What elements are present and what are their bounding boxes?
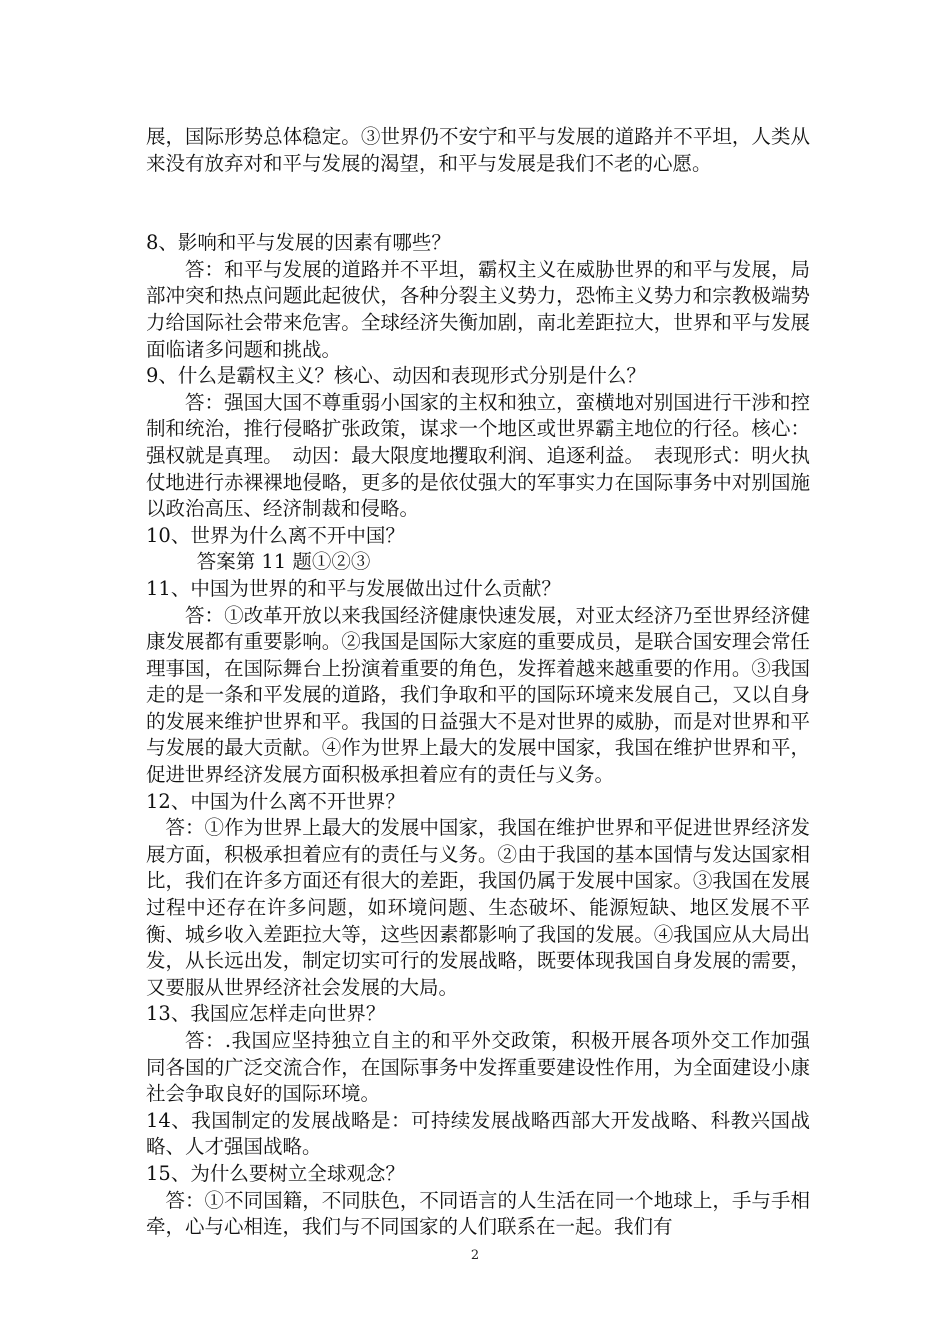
answer-12: 答：①作为世界上最大的发展中国家，我国在维护世界和平促进世界经济发展方面，积极承担着应有的责任与义务。②由于我国的基本国情与发达国家相比，我们在许多方面还有很大的差距，我国仍属于发展中国家。③我国在发展过程中还存在许多问题，如环境问题、生态破坏、能源短缺、地区发展不平衡、城乡收入差距拉大等，这些因素都影响了我国的发展。④我国应从大局出发，从长远出发，制定切实可行的发展战略，既要体现我国自身发展的需要，又要服从世界经济社会发展的大局。 [146,816,810,999]
item-14: 14、我国制定的发展战略是：可持续发展战略西部大开发战略、科教兴国战略、人才强国战略。 [146,1108,810,1159]
answer-9: 答：强国大国不尊重弱小国家的主权和独立，蛮横地对别国进行干涉和控制和统治，推行侵略扩张政策，谋求一个地区或世界霸主地位的行径。核心：强权就是真理。 动因：最大限度地攫取利润、追逐利益。 表现形式：明火执仗地进行赤裸裸地侵略，更多的是依仗强大的军事实力在国际事务中对别国施以政治高压、经济制裁和侵略。 [146,390,810,521]
answer-15: 答：①不同国籍，不同肤色，不同语言的人生活在同一个地球上，手与手相牵，心与心相连，我们与不同国家的人们联系在一起。我们有 [146,1188,810,1239]
answer-11: 答：①改革开放以来我国经济健康快速发展，对亚太经济乃至世界经济健康发展都有重要影响。②我国是国际大家庭的重要成员，是联合国安理会常任理事国，在国际舞台上扮演着重要的角色，发挥着越来越重要的作用。③我国走的是一条和平发展的道路，我们争取和平的国际环境来发展自己，又以自身的发展来维护世界和平。我国的日益强大不是对世界的威胁，而是对世界和平与发展的最大贡献。④作为世界上最大的发展中国家，我国在维护世界和平，促进世界经济发展方面积极承担着应有的责任与义务。 [146,603,810,787]
page-number: 2 [470,1248,480,1263]
question-15: 15、为什么要树立全球观念？ [146,1161,405,1185]
paragraph-continuation: 展，国际形势总体稳定。③世界仍不安宁和平与发展的道路并不平坦，人类从来没有放弃对和平与发展的渴望，和平与发展是我们不老的心愿。 [146,125,810,175]
blank-line [146,177,810,230]
question-13: 13、我国应怎样走向世界？ [146,1002,386,1026]
question-8: 8、影响和平与发展的因素有哪些？ [146,231,451,255]
question-9: 9、什么是霸权主义？核心、动因和表现形式分别是什么？ [146,364,646,388]
answer-13: 答：.我国应坚持独立自主的和平外交政策，积极开展各项外交工作加强同各国的广泛交流合作，在国际事务中发挥重要建设性作用，为全面建设小康社会争取良好的国际环境。 [146,1029,810,1106]
body-text [146,124,810,1241]
question-11: 11、中国为世界的和平与发展做出过什么贡献？ [146,576,561,600]
answer-8: 答：和平与发展的道路并不平坦，霸权主义在威胁世界的和平与发展，局部冲突和热点问题此起彼伏，各种分裂主义势力，恐怖主义势力和宗教极端势力给国际社会带来危害。全球经济失衡加剧，南北差距拉大，世界和平与发展面临诸多问题和挑战。 [146,257,810,361]
answer-10: 答案第 11 题①②③ [196,550,371,574]
question-12: 12、中国为什么离不开世界？ [146,789,405,813]
question-10: 10、世界为什么离不开中国？ [146,523,405,547]
